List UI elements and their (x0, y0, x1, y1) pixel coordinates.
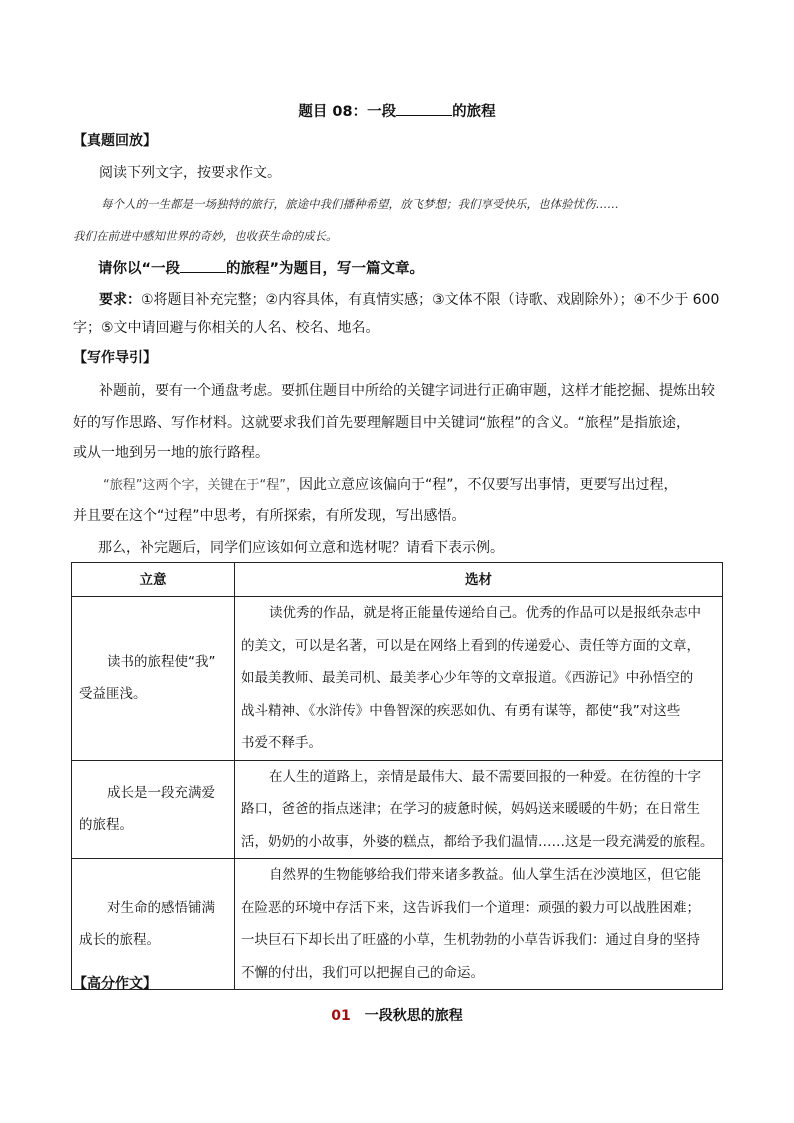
writing-prompt (98, 258, 424, 279)
section-real-exam: 【真题回放】 (73, 133, 157, 149)
essay-title: 一段秋思的旅程 (364, 1008, 463, 1024)
material-cell (235, 859, 723, 990)
material-line: 活，奶奶的小故事，外婆的糕点，都给予我们温情……这是一段充满爱的旅程。 (241, 833, 714, 850)
requirements-label: 要求： (99, 292, 141, 308)
guide-p2-lead: “旅程”这两个字，关键在于“程”， (103, 478, 299, 493)
material-cell (235, 760, 723, 859)
page-title (0, 101, 794, 122)
guide-p3: 那么，补完题后，同学们应该如何立意和选材呢？请看下表示例。 (98, 540, 504, 556)
requirements-line-2: 字；⑤文中请回避与你相关的人名、校名、地名。 (73, 320, 380, 336)
requirements-text-1: ①将题目补充完整；②内容具体，有真情实感；③文体不限（诗歌、戏剧除外）；④不少于 600 (141, 292, 720, 308)
idea-line: 的旅程。 (79, 817, 133, 834)
section-high-score-essay: 【高分作文】 (73, 976, 157, 992)
prompt-prefix: 请你以“一段 (98, 261, 181, 277)
idea-cell (72, 859, 235, 990)
title-blank (396, 101, 452, 116)
material-line: 战斗精神、《水浒传》中鲁智深的疾恶如仇、有勇有谋等，都使“我”对这些 (241, 702, 681, 719)
material-line: 如最美教师、最美司机、最美孝心少年等的文章报道。《西游记》中孙悟空的 (241, 670, 694, 686)
material-cell (235, 597, 723, 761)
essay-heading (0, 1006, 794, 1026)
idea-line: 成长是一段充满爱 (107, 784, 215, 801)
material-line: 一块巨石下却长出了旺盛的小草，生机勃勃的小草告诉我们：通过自身的坚持 (241, 932, 700, 948)
material-line: 路口，爸爸的指点迷津；在学习的疲惫时候，妈妈送来暖暖的牛奶；在日常生 (241, 801, 700, 817)
material-line: 在人生的道路上，亲情是最伟大、最不需要回报的一种爱。在彷徨的十字 (269, 768, 701, 785)
table-header-row (72, 563, 723, 597)
title-suffix: 的旅程 (452, 104, 496, 120)
quote-line-2: 我们在前进中感知世界的奇妙，也收获生命的成长。 (73, 229, 338, 243)
idea-line: 受益匪浅。 (79, 686, 147, 703)
guide-p2-line-2: 并且要在这个“过程”中思考，有所探索，有所发现，写出感悟。 (73, 508, 466, 524)
idea-line: 读书的旅程使“我” (107, 653, 216, 670)
idea-cell (72, 597, 235, 761)
idea-cell (72, 760, 235, 859)
material-line: 读优秀的作品，就是将正能量传递给自己。优秀的作品可以是报纸杂志中 (269, 605, 701, 621)
header-material: 选材 (235, 563, 723, 597)
table-row (72, 859, 723, 990)
guide-p1-line-3: 或从一地到另一地的旅行路程。 (73, 445, 269, 461)
essay-number: 01 (331, 1008, 351, 1024)
quote-line-1: 每个人的一生都是一场独特的旅行，旅途中我们播种希望，放飞梦想；我们享受快乐，也体验忧伤…… (101, 197, 619, 211)
table-row (72, 760, 723, 859)
title-prefix: 题目 08：一段 (298, 104, 397, 120)
header-idea: 立意 (72, 563, 235, 597)
prompt-blank (180, 258, 226, 273)
idea-line: 对生命的感悟铺满 (107, 899, 215, 916)
prompt-suffix: 的旅程”为题目，写一篇文章。 (226, 261, 425, 277)
guide-p2-line-1 (103, 475, 677, 496)
material-line: 书爱不释手。 (241, 735, 322, 751)
section-writing-guide: 【写作导引】 (73, 350, 157, 366)
idea-line: 成长的旅程。 (79, 932, 160, 948)
material-line: 不懈的付出，我们可以把握自己的命运。 (241, 964, 484, 981)
guide-p1-line-1: 补题前，要有一个通盘考虑。要抓住题目中所给的关键字词进行正确审题，这样才能挖掘、提炼出较 (99, 383, 715, 399)
material-line: 自然界的生物能够给我们带来诸多教益。仙人掌生活在沙漠地区，但它能 (269, 867, 701, 883)
requirements-line-1 (99, 290, 719, 310)
guide-p2-rest: 因此立意应该偏向于“程”，不仅要写出事情，更要写出过程， (298, 477, 678, 493)
table-row (72, 597, 723, 761)
example-table (71, 562, 723, 990)
intro-text: 阅读下列文字，按要求作文。 (99, 165, 281, 181)
guide-p1-line-2: 好的写作思路、写作材料。这就要求我们首先要理解题目中关键词“旅程”的含义。“旅程”是指旅途， (73, 415, 691, 431)
material-line: 在险恶的环境中存活下来，这告诉我们一个道理：顽强的毅力可以战胜困难； (241, 899, 700, 916)
material-line: 的美文，可以是名著，可以是在网络上看到的传递爱心、责任等方面的文章， (241, 637, 700, 654)
